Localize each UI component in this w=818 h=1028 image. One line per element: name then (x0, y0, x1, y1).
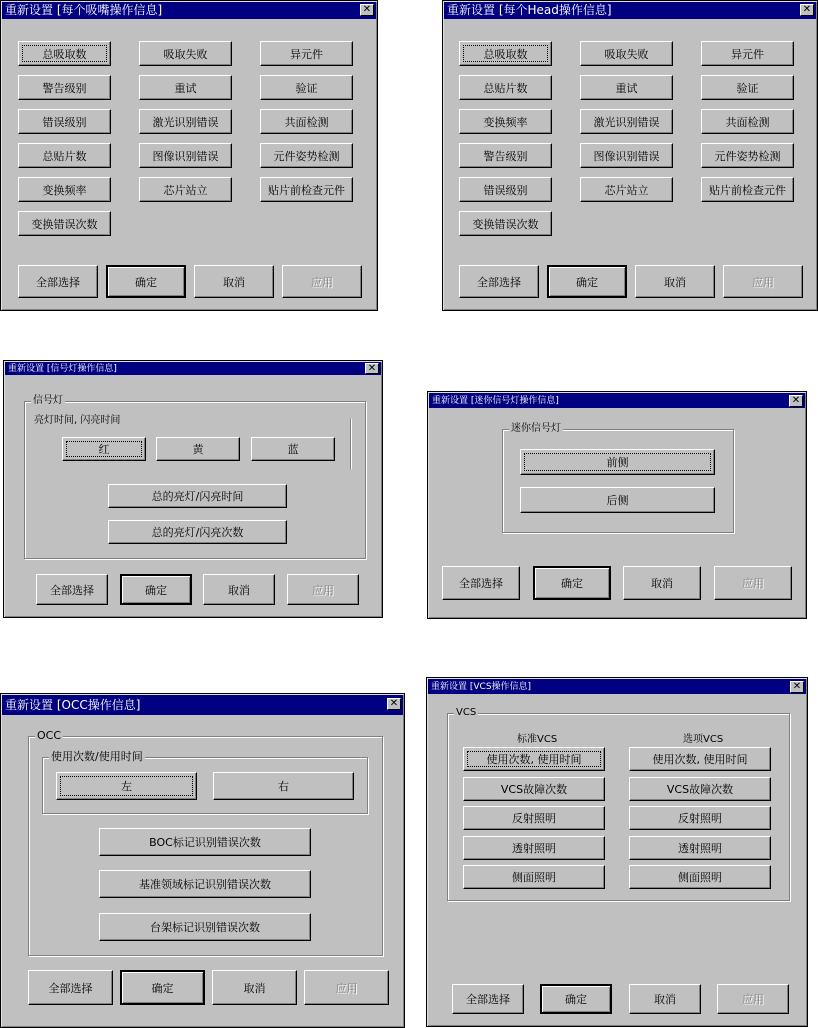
dialog-mini-signal-light-reset (427, 391, 807, 619)
apply-button[interactable]: 应用 (282, 265, 362, 298)
title-bar (2, 2, 376, 19)
option-button[interactable]: 芯片站立 (139, 177, 232, 202)
option-button[interactable]: 吸取失败 (139, 41, 232, 66)
cancel-button[interactable]: 取消 (629, 984, 701, 1014)
option-button[interactable]: 元件姿势检测 (260, 143, 353, 168)
option-button[interactable]: 总吸取数 (459, 41, 552, 66)
subgroup-label: 使用次数/使用时间 (51, 750, 143, 763)
option-button[interactable]: 贴片前检查元件 (701, 177, 794, 202)
total-on-blink-time-button[interactable]: 总的亮灯/闪亮时间 (108, 484, 287, 508)
group-label: OCC (37, 729, 62, 742)
close-icon[interactable]: ✕ (360, 4, 374, 16)
red-light-button[interactable]: 红 (62, 437, 146, 461)
ok-button[interactable]: 确定 (533, 566, 611, 600)
option-button[interactable]: 图像识别错误 (580, 143, 673, 168)
option-button[interactable]: 警告级别 (459, 143, 552, 168)
option-button[interactable]: 警告级别 (18, 75, 111, 100)
option-usage-button[interactable]: 使用次数, 使用时间 (629, 747, 771, 771)
option-button[interactable]: 共面检测 (260, 109, 353, 134)
close-icon[interactable]: ✕ (790, 681, 804, 693)
option-vcs-header: 选项VCS (683, 734, 724, 745)
option-button[interactable]: 重试 (580, 75, 673, 100)
divider (350, 419, 352, 469)
apply-button[interactable]: 应用 (714, 566, 792, 600)
option-button[interactable]: 错误级别 (459, 177, 552, 202)
option-button[interactable]: 变换频率 (18, 177, 111, 202)
apply-button[interactable]: 应用 (287, 574, 359, 605)
standard-side-light-button[interactable]: 侧面照明 (463, 865, 605, 889)
standard-usage-button[interactable]: 使用次数, 使用时间 (463, 747, 605, 771)
dialog-title: 重新设置 [OCC操作信息] (5, 698, 141, 712)
group-label: 信号灯 (33, 395, 63, 406)
select-all-button[interactable]: 全部选择 (459, 265, 539, 298)
title-bar (428, 679, 806, 694)
title-bar (2, 695, 403, 715)
yellow-light-button[interactable]: 黄 (156, 437, 240, 461)
option-button[interactable]: 激光识别错误 (580, 109, 673, 134)
option-button[interactable]: 总贴片数 (18, 143, 111, 168)
select-all-button[interactable]: 全部选择 (28, 970, 113, 1005)
option-button[interactable]: 错误级别 (18, 109, 111, 134)
option-button[interactable]: 变换错误次数 (18, 211, 111, 236)
total-on-blink-count-button[interactable]: 总的亮灯/闪亮次数 (108, 520, 287, 544)
option-side-light-button[interactable]: 侧面照明 (629, 865, 771, 889)
stage-mark-error-button[interactable]: 台架标记识别错误次数 (99, 913, 311, 941)
group-subtitle: 亮灯时间, 闪亮时间 (34, 415, 121, 426)
ok-button[interactable]: 确定 (120, 970, 205, 1005)
cancel-button[interactable]: 取消 (212, 970, 297, 1005)
option-button[interactable]: 验证 (260, 75, 353, 100)
option-button[interactable]: 总吸取数 (18, 41, 111, 66)
rear-side-button[interactable]: 后侧 (520, 487, 715, 513)
blue-light-button[interactable]: 蓝 (251, 437, 335, 461)
title-bar (5, 362, 381, 375)
title-bar (444, 2, 816, 19)
front-side-button[interactable]: 前侧 (520, 449, 715, 475)
option-button[interactable]: 变换频率 (459, 109, 552, 134)
option-fault-count-button[interactable]: VCS故障次数 (629, 777, 771, 801)
dialog-nozzle-reset (0, 0, 378, 311)
option-button[interactable]: 重试 (139, 75, 232, 100)
ok-button[interactable]: 确定 (120, 574, 192, 605)
dialog-title: 重新设置 [信号灯操作信息] (8, 364, 117, 374)
right-button[interactable]: 右 (213, 772, 354, 800)
cancel-button[interactable]: 取消 (635, 265, 715, 298)
boc-mark-error-button[interactable]: BOC标记识别错误次数 (99, 828, 311, 856)
apply-button[interactable]: 应用 (717, 984, 789, 1014)
option-transmit-light-button[interactable]: 透射照明 (629, 836, 771, 860)
mini-signal-light-group (502, 423, 734, 533)
option-button[interactable]: 共面检测 (701, 109, 794, 134)
option-button[interactable]: 元件姿势检测 (701, 143, 794, 168)
option-button[interactable]: 激光识别错误 (139, 109, 232, 134)
close-icon[interactable]: ✕ (789, 395, 803, 407)
standard-transmit-light-button[interactable]: 透射照明 (463, 836, 605, 860)
option-button[interactable]: 图像识别错误 (139, 143, 232, 168)
dialog-head-reset (442, 0, 818, 311)
ok-button[interactable]: 确定 (540, 984, 612, 1014)
dialog-title: 重新设置 [每个Head操作信息] (447, 3, 612, 17)
option-button[interactable]: 变换错误次数 (459, 211, 552, 236)
select-all-button[interactable]: 全部选择 (36, 574, 108, 605)
apply-button[interactable]: 应用 (723, 265, 803, 298)
standard-vcs-header: 标准VCS (517, 734, 558, 745)
left-button[interactable]: 左 (56, 772, 197, 800)
dialog-title: 重新设置 [每个吸嘴操作信息] (5, 3, 163, 17)
option-button[interactable]: 芯片站立 (580, 177, 673, 202)
close-icon[interactable]: ✕ (387, 698, 401, 710)
option-button[interactable]: 异元件 (260, 41, 353, 66)
option-button[interactable]: 吸取失败 (580, 41, 673, 66)
cancel-button[interactable]: 取消 (623, 566, 701, 600)
select-all-button[interactable]: 全部选择 (442, 566, 520, 600)
option-button[interactable]: 贴片前检查元件 (260, 177, 353, 202)
dialog-title: 重新设置 [VCS操作信息] (431, 682, 532, 692)
close-icon[interactable]: ✕ (365, 363, 379, 374)
ok-button[interactable]: 确定 (106, 265, 186, 298)
close-icon[interactable]: ✕ (800, 4, 814, 16)
fiducial-mark-error-button[interactable]: 基准领域标记识别错误次数 (99, 870, 311, 898)
apply-button[interactable]: 应用 (304, 970, 389, 1005)
standard-fault-count-button[interactable]: VCS故障次数 (463, 777, 605, 801)
option-button[interactable]: 总贴片数 (459, 75, 552, 100)
cancel-button[interactable]: 取消 (203, 574, 275, 605)
dialog-signal-light-reset (3, 360, 383, 618)
dialog-occ-reset (0, 693, 405, 1028)
group-label: 迷你信号灯 (511, 423, 561, 434)
cancel-button[interactable]: 取消 (194, 265, 274, 298)
select-all-button[interactable]: 全部选择 (452, 984, 524, 1014)
dialog-vcs-reset (426, 677, 808, 1027)
ok-button[interactable]: 确定 (547, 265, 627, 298)
option-button[interactable]: 验证 (701, 75, 794, 100)
dialog-title: 重新设置 [迷你信号灯操作信息] (432, 396, 559, 406)
option-reflect-light-button[interactable]: 反射照明 (629, 806, 771, 830)
title-bar (429, 393, 805, 408)
select-all-button[interactable]: 全部选择 (18, 265, 98, 298)
standard-reflect-light-button[interactable]: 反射照明 (463, 806, 605, 830)
option-button[interactable]: 异元件 (701, 41, 794, 66)
group-label: VCS (456, 707, 477, 718)
